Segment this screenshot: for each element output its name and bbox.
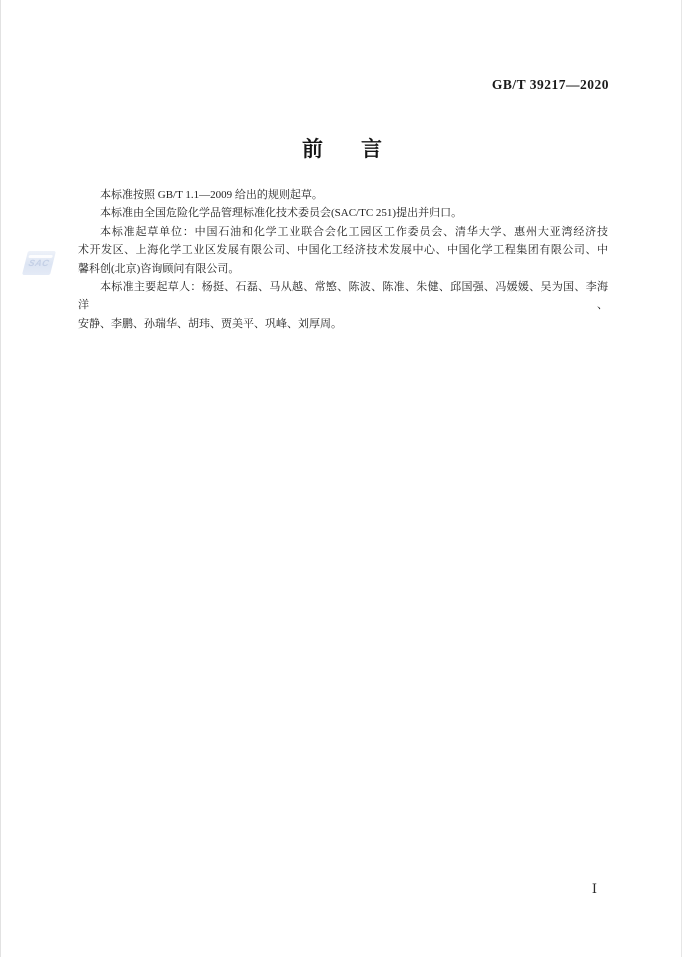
body-line: 本标准按照 GB/T 1.1—2009 给出的规则起草。 xyxy=(100,189,323,201)
foreword-body xyxy=(78,186,608,333)
title-char-2: 言 xyxy=(361,137,382,161)
body-line: 安静、李鹏、孙瑞华、胡玮、贾美平、巩峰、刘厚周。 xyxy=(78,317,342,330)
standard-code: GB/T 39217—2020 xyxy=(491,77,609,92)
title-char-1: 前 xyxy=(302,137,323,161)
sac-watermark-text: SAC xyxy=(27,258,51,268)
body-line: 本标准由全国危险化学品管理标准化技术委员会(SAC/TC 251)提出并归口。 xyxy=(100,207,463,220)
body-line: 本标准起草单位：中国石油和化学工业联合会化工园区工作委员会、清华大学、惠州大亚湾经济技 xyxy=(100,225,608,238)
body-line: 馨科创(北京)咨询顾问有限公司。 xyxy=(78,262,240,275)
sac-watermark-logo xyxy=(22,251,56,275)
page-number: Ⅰ xyxy=(591,881,597,896)
foreword-title xyxy=(1,133,682,163)
body-line: 本标准主要起草人：杨挺、石磊、马从越、常慜、陈波、陈准、朱健、邱国强、冯媛媛、吴为国、李海洋、 xyxy=(78,281,608,312)
body-line: 术开发区、上海化学工业区发展有限公司、中国化工经济技术发展中心、中国化学工程集团有限公司、中 xyxy=(78,244,608,257)
